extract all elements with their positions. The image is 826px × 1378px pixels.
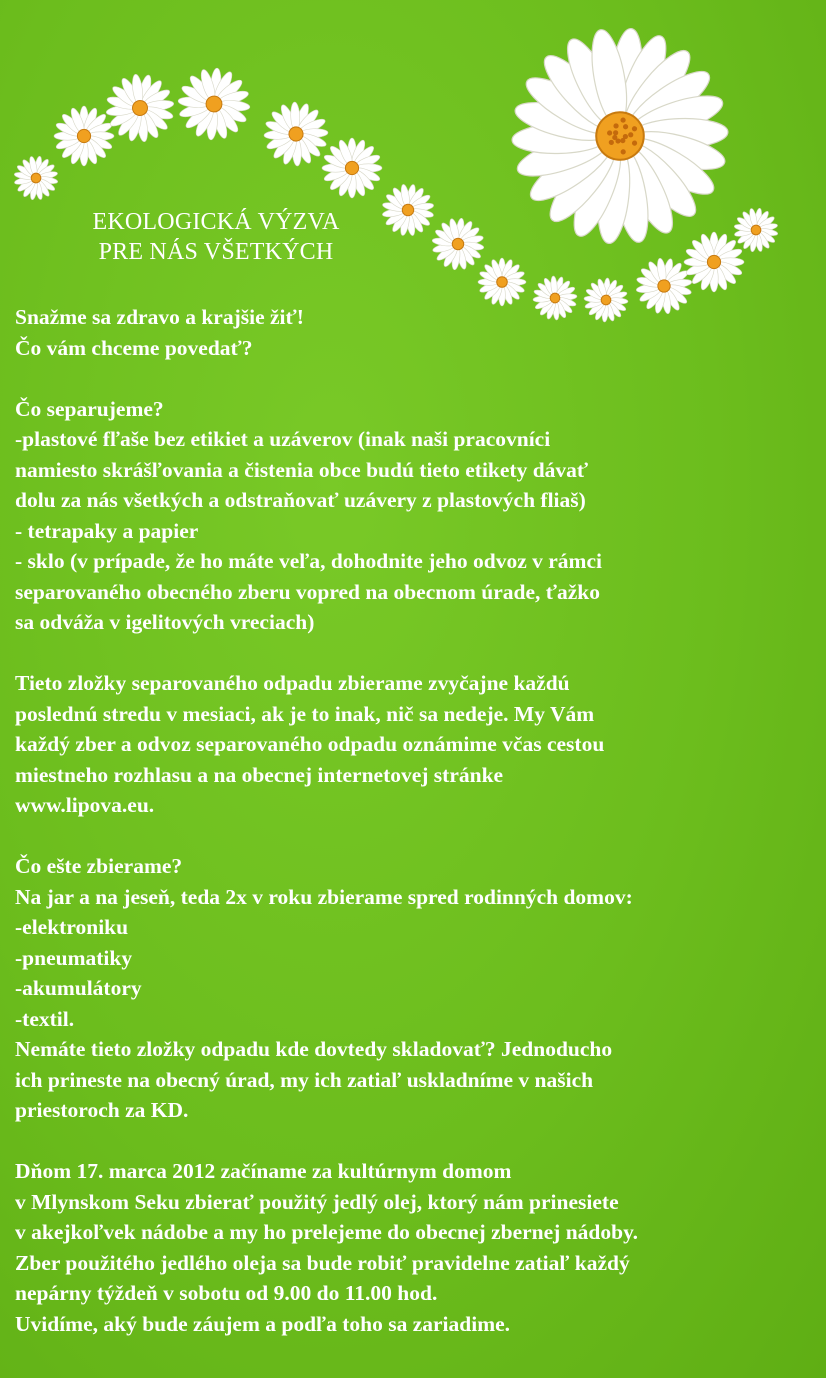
poster-body	[15, 302, 820, 1339]
text-line: -akumulátory	[15, 976, 142, 1000]
daisy-icon	[255, 93, 337, 175]
text-line: miestneho rozhlasu a na obecnej internetovej stránke	[15, 762, 504, 787]
text-line: nepárny týždeň v sobotu od 9.00 do 11.00 hod.	[15, 1281, 438, 1305]
text-line: v akejkoľvek nádobe a my ho prelejeme do obecnej zbernej nádoby.	[15, 1220, 639, 1244]
text-line: Snažme sa zdravo a krajšie žiť!	[15, 305, 304, 329]
text-line: v Mlynskom Seku zbierať použitý jedlý olej, ktorý nám prinesiete	[15, 1189, 619, 1214]
daisy-icon	[175, 65, 253, 143]
text-line: -plastové fľaše bez etikiet a uzáverov (inak naši pracovníci	[15, 427, 551, 451]
text-line: separovaného obecného zberu vopred na obecnom úrade, ťažko	[15, 579, 600, 604]
section-heading: Čo ešte zbierame?	[15, 854, 183, 878]
text-line: poslednú stredu v mesiaci, ak je to inak, nič sa nedeje. My Vám	[15, 701, 595, 726]
text-line: Zber použitého jedlého oleja sa bude robiť pravidelne zatiaľ každý	[15, 1250, 630, 1275]
daisy-icon	[429, 215, 488, 274]
daisy-icon	[377, 179, 439, 241]
text-line: Nemáte tieto zložky odpadu kde dovtedy skladovať? Jednoducho	[15, 1037, 613, 1061]
poster-title-line-2: PRE NÁS VŠETKÝCH	[98, 239, 334, 265]
website-text: www.lipova.eu.	[15, 793, 155, 817]
text-line: - tetrapaky a papier	[15, 518, 199, 543]
text-line: dolu za nás všetkých a odstraňovať uzávery z plastových fliaš)	[15, 488, 586, 512]
text-line: každý zber a odvoz separovaného odpadu oznámime včas cestou	[15, 732, 605, 756]
text-line: Čo vám chceme povedať?	[15, 335, 253, 360]
text-line: Tieto zložky separovaného odpadu zbierame zvyčajne každú	[15, 671, 570, 695]
daisy-icon	[478, 258, 526, 306]
text-line: Dňom 17. marca 2012 začíname za kultúrnym domom	[15, 1159, 512, 1183]
text-line: sa odváža v igelitových vreciach)	[15, 610, 315, 634]
text-line: -textil.	[15, 1006, 75, 1031]
text-line: Na jar a na jeseň, teda 2x v roku zbierame spred rodinných domov:	[15, 884, 633, 909]
section-heading: Čo separujeme?	[15, 396, 164, 421]
daisy-icon	[322, 138, 382, 198]
text-line: namiesto skrášľovania a čistenia obce budú tieto etikety dávať	[15, 457, 589, 482]
daisy-garland	[0, 0, 826, 330]
daisy-icon	[11, 153, 62, 204]
text-line: - sklo (v prípade, že ho máte veľa, dohodnite jeho odvoz v rámci	[15, 549, 602, 573]
text-line: Uvidíme, aký bude záujem a podľa toho sa zariadime.	[15, 1311, 511, 1336]
daisy-icon	[54, 106, 114, 166]
text-line: -elektroniku	[15, 915, 129, 939]
daisy-icon	[500, 17, 739, 255]
poster-title-line-1: EKOLOGICKÁ VÝZVA	[92, 209, 340, 235]
text-line: priestoroch za KD.	[15, 1098, 189, 1122]
daisy-icon	[731, 205, 782, 256]
text-line: -pneumatiky	[15, 945, 133, 970]
text-line: ich prineste na obecný úrad, my ich zatiaľ uskladníme v našich	[15, 1067, 594, 1092]
daisy-icon	[684, 232, 744, 292]
